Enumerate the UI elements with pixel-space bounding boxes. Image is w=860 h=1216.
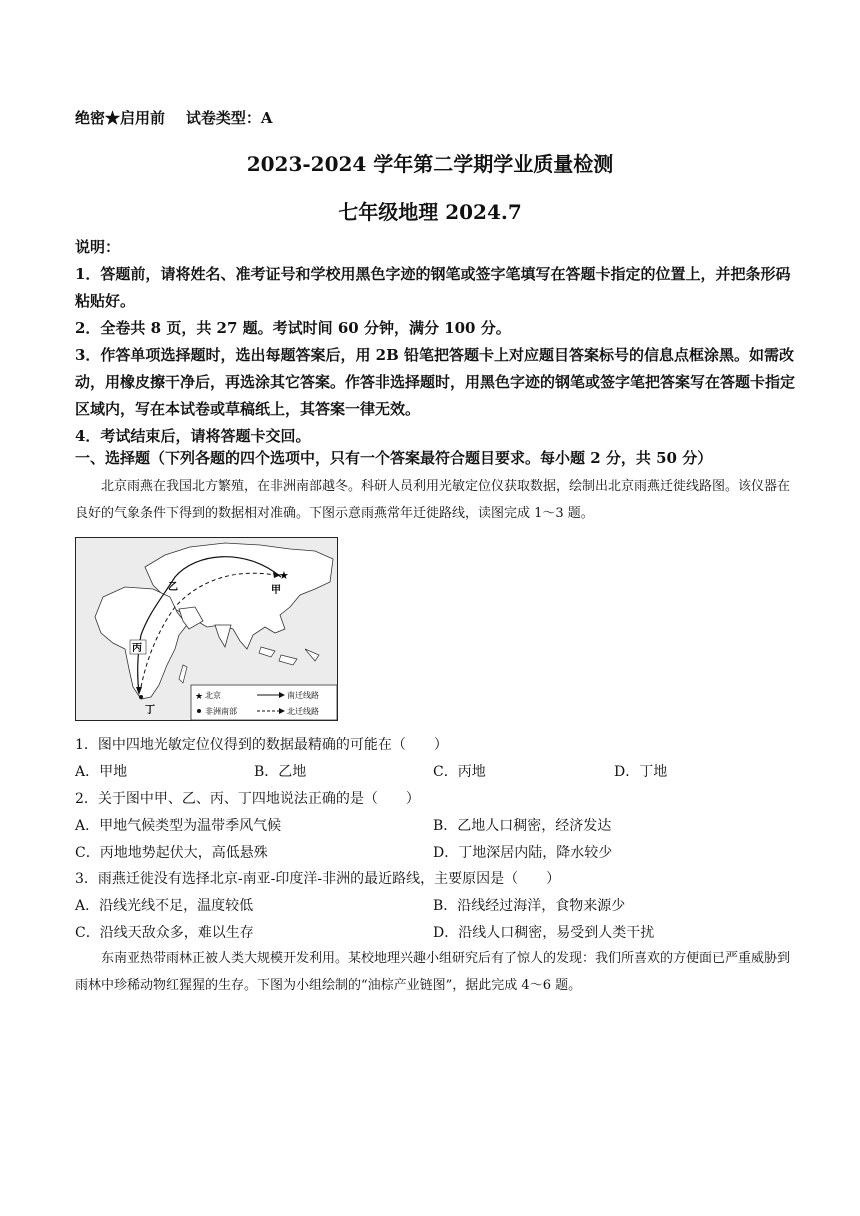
south-africa-dot-icon [139, 695, 143, 699]
confidential-label: 绝密★启用前 试卷类型：A [75, 109, 273, 127]
label-ding: 丁 [145, 705, 155, 716]
beijing-star-icon: ★ [279, 569, 289, 582]
instructions-heading: 说明： [75, 238, 121, 256]
migration-route-map [75, 537, 338, 721]
passage-intro-1: 北京雨燕在我国北方繁殖，在非洲南部越冬。科研人员利用光敏定位仪获取数据，绘制出北京雨燕迁徙线路图。该仪器在良好的气象条件下得到的数据相对准确。下图示意雨燕常年迁徙路线，读图完成 1～3 题。 [75, 479, 791, 521]
question-2-option-b[interactable]: B．乙地人口稠密，经济发达 [433, 818, 612, 834]
legend-dot-icon [197, 709, 201, 713]
label-yi: 乙 [168, 582, 178, 593]
question-2-option-d[interactable]: D．丁地深居内陆，降水较少 [433, 845, 613, 861]
instruction-item: 2．全卷共 8 页，共 27 题。考试时间 60 分钟，满分 100 分。 [75, 319, 511, 337]
instruction-item: 3．作答单项选择题时，选出每题答案后，用 2B 铅笔把答题卡上对应题目答案标号的信息点框涂黑。如需改动，用橡皮擦干净后，再选涂其它答案。作答非选择题时，用黑色字迹的钢笔或签字笔把答案写在答题卡指定区域内，写在本试卷或草稿纸上，其答案一律无效。 [75, 346, 796, 418]
question-3-option-a[interactable]: A．沿线光线不足，温度较低 [75, 898, 254, 914]
legend-north-route: 北迁线路 [287, 707, 319, 716]
question-3-option-b[interactable]: B．沿线经过海洋，食物来源少 [433, 898, 626, 914]
question-3-option-d[interactable]: D．沿线人口稠密，易受到人类干扰 [433, 925, 655, 941]
instructions [75, 234, 795, 450]
question-2-option-a[interactable]: A．甲地气候类型为温带季风气候 [75, 818, 282, 834]
passage-intro-2: 东南亚热带雨林正被人类大规模开发利用。某校地理兴趣小组研究后有了惊人的发现：我们所喜欢的方便面已严重威胁到雨林中珍稀动物红猩猩的生存。下图为小组绘制的“油棕产业链图”，据此完成 4～6 题。 [75, 951, 791, 993]
instruction-item: 1．答题前，请将姓名、准考证号和学校用黑色字迹的钢笔或签字笔填写在答题卡指定的位置上，并把条形码粘贴好。 [75, 265, 791, 310]
question-3-stem: 3．雨燕迁徙没有选择北京-南亚-印度洋-非洲的最近路线，主要原因是（ ） [75, 871, 561, 887]
legend-south-route: 南迁线路 [287, 691, 319, 700]
question-1-stem: 1．图中四地光敏定位仪得到的数据最精确的可能在（ ） [75, 737, 448, 753]
instruction-item: 4．考试结束后，请将答题卡交回。 [75, 427, 311, 445]
legend-beijing: 北京 [205, 691, 221, 700]
exam-subtitle: 七年级地理 2024.7 [338, 200, 522, 224]
question-1-option-d[interactable]: D．丁地 [614, 764, 668, 780]
exam-title: 2023-2024 学年第二学期学业质量检测 [246, 152, 614, 176]
question-1-option-a[interactable]: A．甲地 [75, 764, 128, 780]
question-3-option-c[interactable]: C．沿线天敌众多，难以生存 [75, 925, 254, 941]
question-2-stem: 2．关于图中甲、乙、丙、丁四地说法正确的是（ ） [75, 791, 420, 807]
legend-south-africa: 非洲南部 [205, 707, 237, 716]
question-1-option-b[interactable]: B．乙地 [254, 764, 307, 780]
label-bing: 丙 [132, 643, 142, 654]
section-title: 一、选择题（下列各题的四个选项中，只有一个答案最符合题目要求。每小题 2 分，共 50 分） [75, 449, 713, 467]
legend-star-icon: ★ [195, 692, 204, 702]
label-jia: 甲 [271, 585, 281, 596]
question-1-option-c[interactable]: C．丙地 [433, 764, 486, 780]
question-2-option-c[interactable]: C．丙地地势起伏大，高低悬殊 [75, 845, 268, 861]
